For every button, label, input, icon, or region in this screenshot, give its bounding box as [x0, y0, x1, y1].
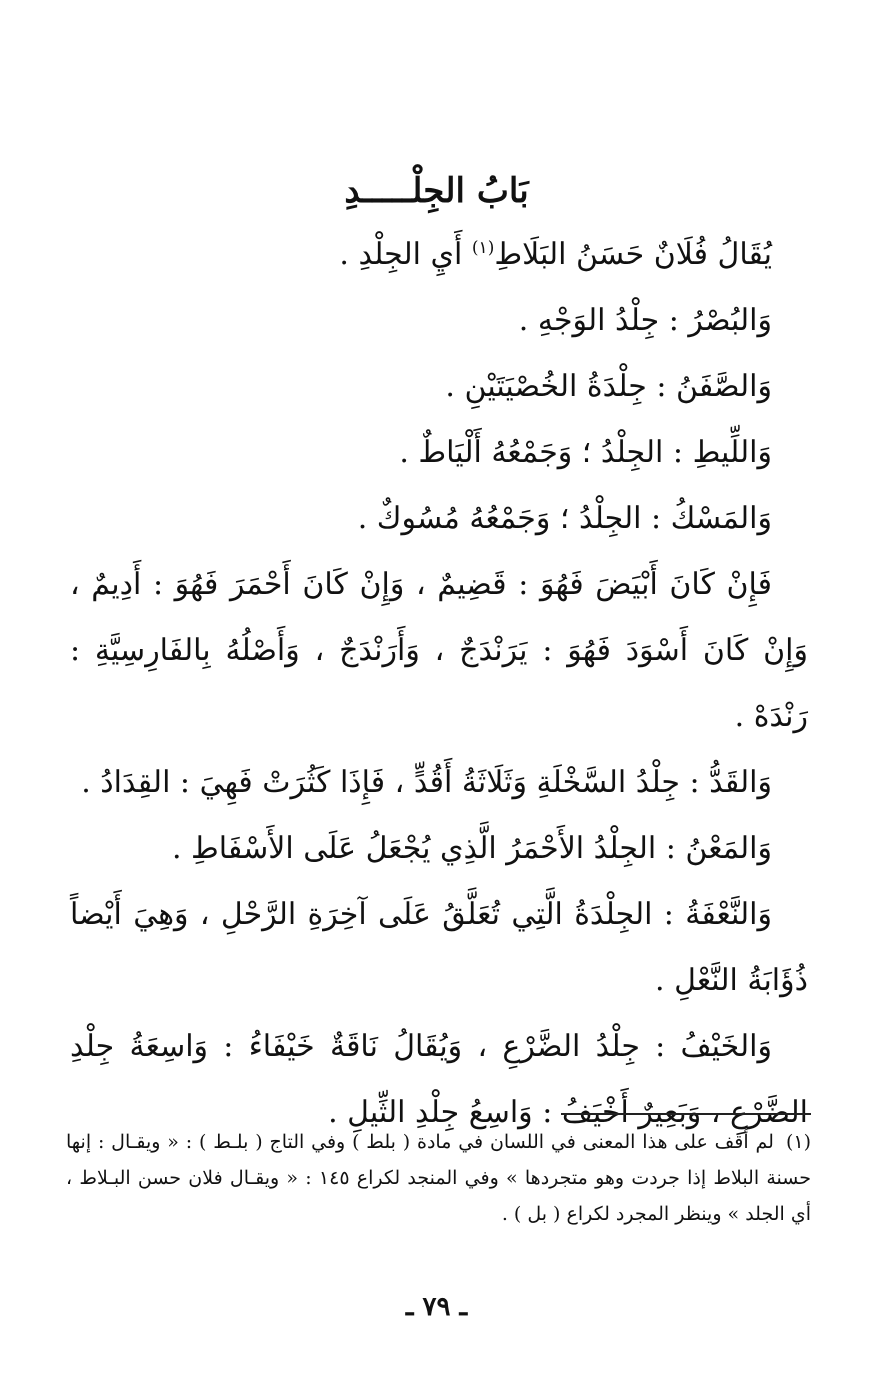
entry-1	[70, 222, 808, 288]
footnote-text: لم أقف على هذا المعنى في اللسان في مادة ( بلط ) وفي التاج ( بلـط ) : « ويقـال : إنها حسنة البلاط إذا جردت وهو متجردها » وفي المنجد لكراع ١٤٥ : « ويقـال فلان حسن البـلاط ، أي الجلد » وينظر المجرد لكراع ( بل ) .	[66, 1131, 811, 1225]
entry-1-text-after: أَيِ الجِلْدِ .	[339, 237, 472, 272]
entry-5: وَالمَسْكُ : الجِلْدُ ؛ وَجَمْعُهُ مُسُوكٌ .	[357, 501, 772, 536]
entry-3: وَالصَّفَنُ : جِلْدَةُ الخُصْيَتَيْنِ .	[445, 369, 772, 404]
entry-1-text: يُقَالُ فُلَانٌ حَسَنُ البَلَاطِ	[494, 237, 772, 272]
page-number: ـ ٧٩ ـ	[405, 1292, 468, 1322]
entry-10: وَالخَيْفُ : جِلْدُ الضَّرْعِ ، وَيُقَالُ نَاقَةٌ خَيْفَاءُ : وَاسِعَةُ جِلْدِ الضَّرْعِ ، وَبَعِيرٌ أَخْيَفُ : وَاسِعُ جِلْدِ الثِّيلِ .	[70, 1029, 808, 1130]
entry-2: وَالبُصْرُ : جِلْدُ الوَجْهِ .	[518, 303, 772, 338]
footnote-separator	[561, 1113, 811, 1115]
entry-7: وَالقَدُّ : جِلْدُ السَّخْلَةِ وَثَلَاثَةُ أَقُدٍّ ، فَإِذَا كَثُرَتْ فَهِيَ : القِدَادُ .	[81, 765, 772, 800]
entry-4: وَاللِّيطِ : الجِلْدُ ؛ وَجَمْعُهُ أَلْيَاطٌ .	[399, 435, 772, 470]
entries-list	[70, 222, 808, 1146]
footnote-reference-mark[interactable]: (١)	[471, 238, 495, 258]
footnote	[66, 1124, 811, 1232]
entry-9: وَالنَّعْفَةُ : الجِلْدَةُ الَّتِي تُعَلَّقُ عَلَى آخِرَةِ الرَّحْلِ ، وَهِيَ أَيْضاً ذُؤَابَةُ النَّعْلِ .	[70, 897, 808, 998]
footnote-number: (١)	[785, 1131, 811, 1153]
entry-6: فَإِنْ كَانَ أَبْيَضَ فَهُوَ : قَضِيمٌ ، وَإِنْ كَانَ أَحْمَرَ فَهُوَ : أَدِيمٌ ، وَإِنْ كَانَ أَسْوَدَ فَهُوَ : يَرَنْدَجٌ ، وَأَرَنْدَجٌ ، وَأَصْلُهُ بِالفَارِسِيَّةِ : رَنْدَهْ .	[70, 567, 808, 734]
chapter-title: بَابُ الجِلْـــــدِ	[344, 170, 529, 211]
entry-8: وَالمَعْنُ : الجِلْدُ الأَحْمَرُ الَّذِي يُجْعَلُ عَلَى الأَسْفَاطِ .	[171, 831, 772, 866]
